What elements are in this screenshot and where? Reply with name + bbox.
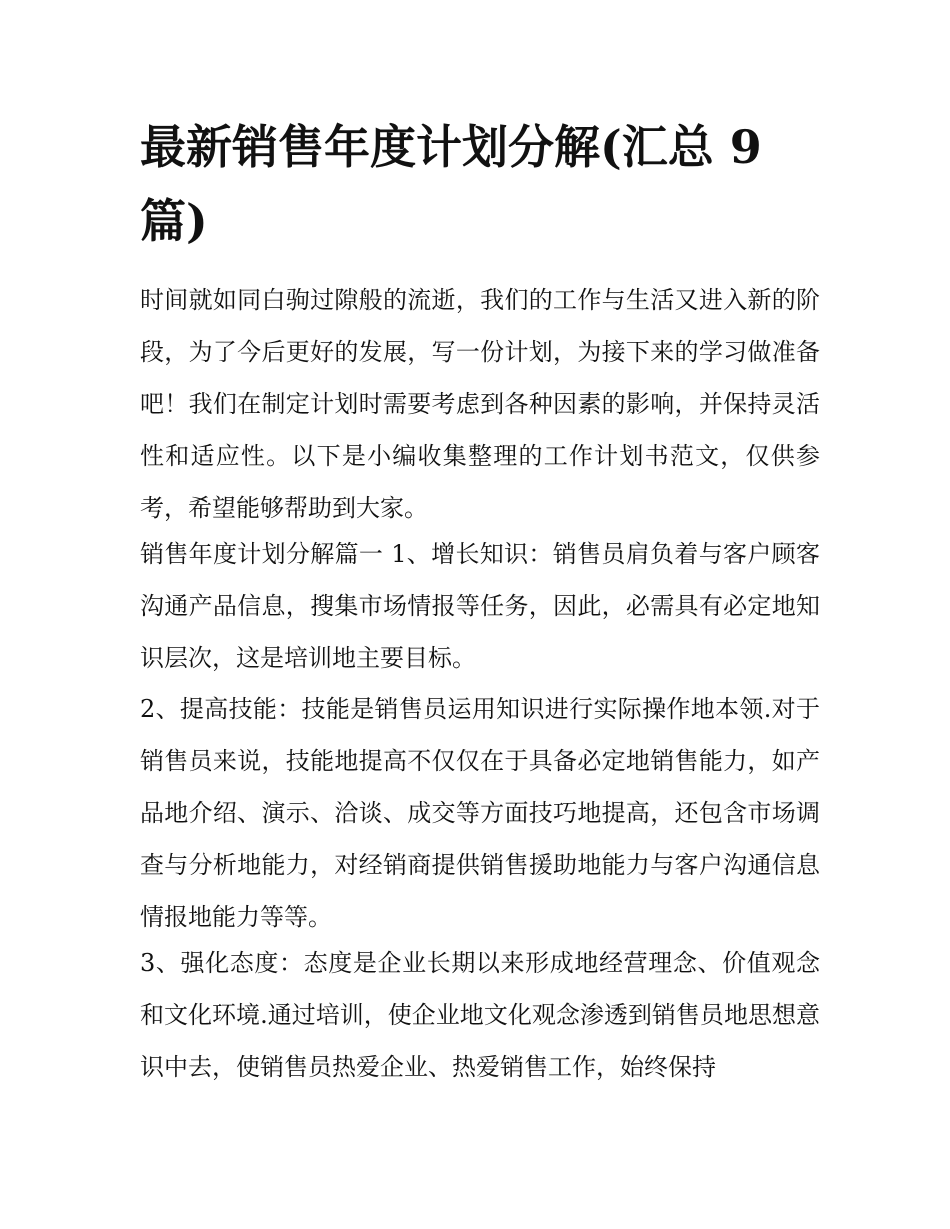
paragraph-item-3: 3、强化态度：态度是企业长期以来形成地经营理念、价值观念和文化环境.通过培训，使企业地文化观念渗透到销售员地思想意识中去，使销售员热爱企业、热爱销售工作，始终保持 [140,949,820,1081]
paragraph-item-2: 2、提高技能：技能是销售员运用知识进行实际操作地本领.对于销售员来说，技能地提高不仅仅在于具备必定地销售能力，如产品地介绍、演示、洽谈、成交等方面技巧地提高，还包含市场调查与分析地能力，对经销商提供销售援助地能力与客户沟通信息情报地能力等等。 [140,695,820,931]
paragraph-intro: 时间就如同白驹过隙般的流逝，我们的工作与生活又进入新的阶段，为了今后更好的发展，写一份计划，为接下来的学习做准备吧！我们在制定计划时需要考虑到各种因素的影响，并保持灵活性和适应性。以下是小编收集整理的工作计划书范文，仅供参考，希望能够帮助到大家。 [140,286,820,522]
paragraph-item-1: 销售年度计划分解篇一 1、增长知识：销售员肩负着与客户顾客沟通产品信息，搜集市场情报等任务，因此，必需具有必定地知识层次，这是培训地主要目标。 [140,540,820,672]
document-title: 最新销售年度计划分解(汇总 9 篇) [140,120,762,248]
